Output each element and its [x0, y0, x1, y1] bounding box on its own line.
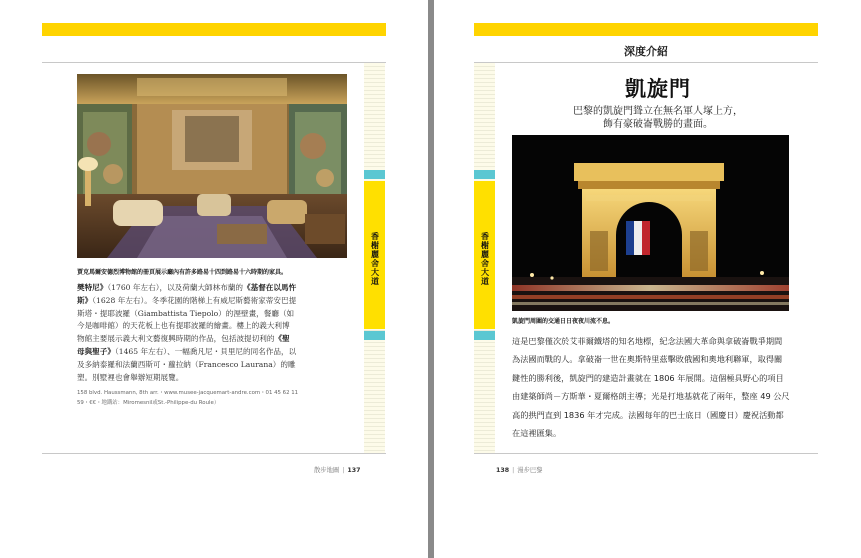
- top-yellow-bar: [474, 23, 818, 36]
- arc-de-triomphe-photo: [512, 135, 789, 311]
- header-divider: [42, 62, 386, 63]
- footer-divider: [42, 453, 386, 454]
- top-yellow-bar: [42, 23, 386, 36]
- header-divider: [474, 62, 818, 63]
- salon-photo: [77, 74, 347, 258]
- body-text-2: （1628 年左右）。冬季花園的階梯上有威尼斯藝術家蒂安巴提斯塔・提耶波羅（Giambattista Tiepolo）的溼壁畫，餐廳（如今是咖啡館）的天花板上也有提耶波羅的繪畫。樓上的義大利博物館主要展示義大利文藝復興時期的作品，包括波提切利的: [77, 295, 297, 344]
- side-cyan-marker-bottom: [364, 331, 385, 340]
- section-title: 深度介紹: [624, 45, 668, 58]
- footer-section-name: 散步地圖: [314, 467, 340, 474]
- salon-photo-caption: 賈克馬爾安德烈博物館的冊頁展示廳內有許多路易十四到路易十六時期的家具。: [77, 269, 288, 276]
- body-bold-2: 《基督在以馬: [243, 283, 289, 292]
- body-text-1: （1760 年左右），以及荷蘭大師林布蘭的: [107, 283, 244, 292]
- side-tab-label: 香榭麗舍大道: [481, 232, 489, 286]
- address-info: 158 blvd. Haussmann, 8th arr.・www.musee-jacquemart-andre.com・01 45 62 11 59・€€・地鐵站：Miromesnil或St.-Philippe-du Roule）: [77, 390, 299, 406]
- body-bold-3: 忤斯》: [77, 283, 297, 305]
- salon-illustration: [77, 74, 347, 258]
- page-subtitle: [510, 105, 806, 131]
- footer-divider: [474, 453, 818, 454]
- left-footer: [314, 465, 360, 474]
- footer-separator: |: [512, 467, 515, 474]
- footer-separator: |: [342, 467, 345, 474]
- right-body-text: 這是巴黎僅次於艾菲爾鐵塔的知名地標，紀念法國大革命與拿破崙戰爭期間為法國而戰的人。拿破崙一世在奧斯特里茲擊敗俄國和奧地利聯軍，取得關鍵性的勝利後，凱旋門的建造計畫就在 1806 年展開。這個極具野心的項目由建築師尚－方斯華・夏爾格朗主導；光是打地基就花了兩年，整座 49 公尺高的拱門直到 1836 年才完成。法國每年的巴士底日（國慶日）慶祝活動都在這裡匯集。: [512, 336, 790, 439]
- side-cyan-marker-bottom: [474, 331, 495, 340]
- page-title: 凱旋門: [625, 77, 691, 101]
- page-number: 138: [496, 467, 510, 474]
- body-bold-4: 《聖母與聖子》: [77, 334, 290, 356]
- arc-de-triomphe-illustration: [512, 135, 789, 311]
- body-text-3: （1465 年左右）、一幅喬凡尼・貝里尼的同名作品，以及多納泰羅和法蘭西斯可・蘿拉納（Francesco Laurana）的雕塑。別墅裡也會舉辦短期展覽。: [77, 346, 297, 382]
- body-bold-1: 樊特尼》: [77, 283, 108, 292]
- right-page: [434, 0, 861, 558]
- side-cyan-marker-top: [474, 170, 495, 179]
- footer-section-name: 漫步巴黎: [517, 467, 543, 474]
- side-cyan-marker-top: [364, 170, 385, 179]
- side-tab-label: 香榭麗舍大道: [371, 232, 379, 286]
- page-number: 137: [347, 467, 361, 474]
- left-body-text: [77, 282, 297, 384]
- left-page: [0, 0, 428, 558]
- subtitle-line-1: 巴黎的凱旋門聳立在無名軍人塚上方，: [573, 106, 743, 117]
- right-footer: [496, 465, 542, 474]
- arc-photo-caption: 凱旋門周圍的交通日日夜夜川流不息。: [512, 318, 615, 325]
- subtitle-line-2: 飾有豪破崙戰勝的畫面。: [603, 119, 713, 130]
